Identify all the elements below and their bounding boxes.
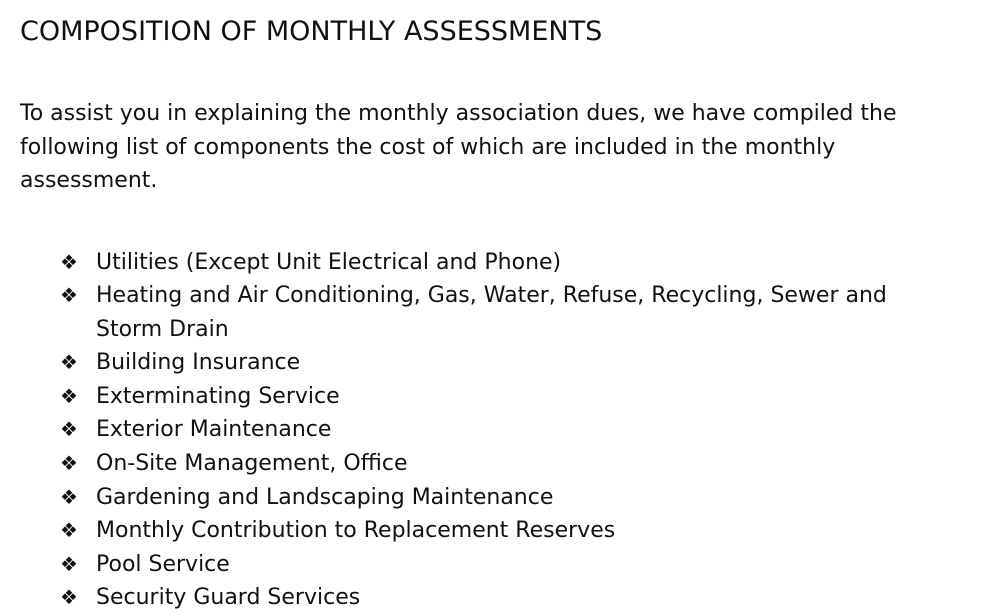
intro-line: To assist you in explaining the monthly association dues, we have compiled the: [20, 97, 920, 131]
list-item-building-insurance: [20, 346, 980, 380]
diamond-bullet-icon: ❖: [60, 581, 78, 615]
list-item-pool-service: [20, 548, 980, 582]
page-title: COMPOSITION OF MONTHLY ASSESSMENTS: [20, 12, 980, 52]
list-item-line: Exterior Maintenance: [96, 413, 980, 447]
list-item-line: Gardening and Landscaping Maintenance: [96, 481, 980, 515]
diamond-bullet-icon: ❖: [60, 514, 78, 548]
list-item-replacement-reserves: [20, 514, 980, 548]
list-item-text: [96, 514, 980, 548]
list-item-text: [96, 481, 980, 515]
diamond-bullet-icon: ❖: [60, 346, 78, 380]
list-item-line: Storm Drain: [96, 313, 980, 347]
list-item-exterior-maintenance: [20, 413, 980, 447]
list-item-line: On-Site Management, Office: [96, 447, 980, 481]
list-item-line: Utilities (Except Unit Electrical and Phone): [96, 246, 980, 280]
list-item-line: Heating and Air Conditioning, Gas, Water, Refuse, Recycling, Sewer and: [96, 279, 980, 313]
intro-line: following list of components the cost of which are included in the monthly: [20, 131, 920, 165]
document-page: [20, 12, 980, 615]
list-item-line: Exterminating Service: [96, 380, 980, 414]
list-item-line: Security Guard Services: [96, 581, 980, 615]
list-item-line: Pool Service: [96, 548, 980, 582]
diamond-bullet-icon: ❖: [60, 246, 78, 280]
list-item-gardening: [20, 481, 980, 515]
intro-paragraph: [20, 97, 920, 198]
intro-line: assessment.: [20, 164, 920, 198]
list-item-text: [96, 581, 980, 615]
list-item-text: [96, 413, 980, 447]
list-item-text: [96, 346, 980, 380]
list-item-on-site-management: [20, 447, 980, 481]
diamond-bullet-icon: ❖: [60, 447, 78, 481]
diamond-bullet-icon: ❖: [60, 413, 78, 447]
list-item-line: Monthly Contribution to Replacement Reserves: [96, 514, 980, 548]
diamond-bullet-icon: ❖: [60, 481, 78, 515]
list-item-text: [96, 447, 980, 481]
list-item-utilities: [20, 246, 980, 280]
diamond-bullet-icon: ❖: [60, 380, 78, 414]
list-item-heating: [20, 279, 980, 346]
list-item-line: Building Insurance: [96, 346, 980, 380]
list-item-text: [96, 279, 980, 346]
diamond-bullet-icon: ❖: [60, 548, 78, 582]
diamond-bullet-icon: ❖: [60, 279, 78, 313]
list-item-text: [96, 548, 980, 582]
list-item-text: [96, 380, 980, 414]
assessment-components-list: [20, 246, 980, 615]
list-item-security-guard: [20, 581, 980, 615]
list-item-text: [96, 246, 980, 280]
list-item-exterminating: [20, 380, 980, 414]
